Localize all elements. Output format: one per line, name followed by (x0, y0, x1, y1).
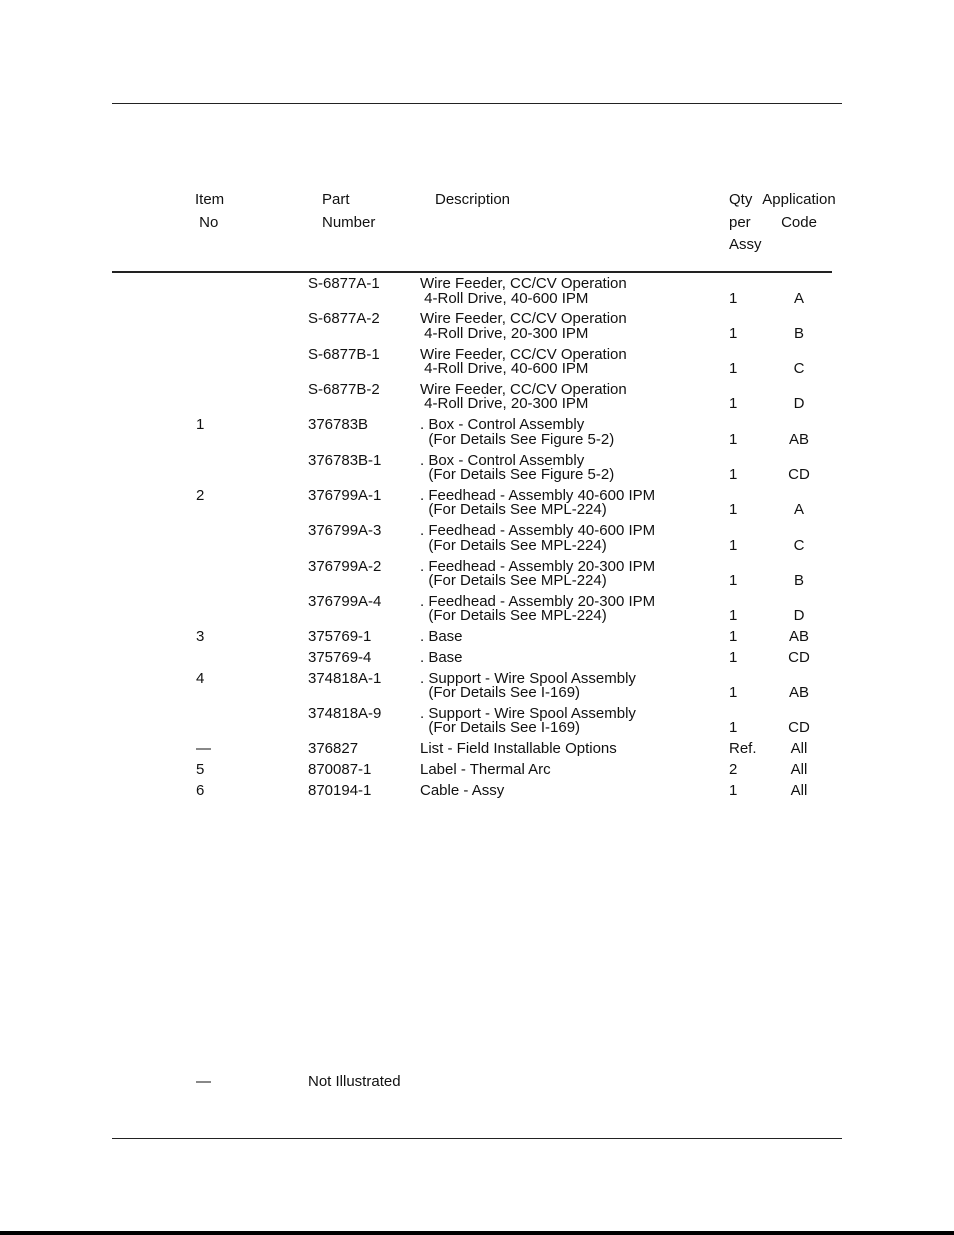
part-number: 375769-1 (308, 628, 372, 646)
description-line: . Feedhead - Assembly 20-300 IPM (420, 592, 656, 610)
footnote-text: Not Illustrated (308, 1073, 401, 1090)
application-code: B (793, 324, 804, 342)
header-item-no: Item No (195, 191, 225, 231)
bottom-rule (112, 1138, 842, 1139)
description-line: . Feedhead - Assembly 20-300 IPM (420, 557, 656, 575)
application-code: CD (788, 466, 810, 484)
application-code: All (790, 740, 808, 758)
part-number: 375769-4 (308, 648, 372, 666)
part-number: 376827 (308, 740, 359, 758)
part-number: 374818A-9 (308, 704, 382, 722)
description-line: (For Details See I-169) (420, 719, 581, 737)
top-rule (112, 103, 842, 104)
description-line: 4-Roll Drive, 20-300 IPM (420, 395, 589, 413)
application-code: B (793, 572, 804, 590)
item-number: 3 (196, 628, 205, 646)
application-code: AB (788, 628, 809, 646)
description-line: List - Field Installable Options (420, 740, 617, 758)
qty-per-assy: 1 (729, 501, 738, 519)
header-description: Description (435, 191, 511, 208)
qty-per-assy: 1 (729, 607, 738, 625)
description-line: . Box - Control Assembly (420, 451, 585, 469)
part-number: 376799A-2 (308, 557, 382, 575)
qty-per-assy: 2 (729, 760, 738, 778)
application-code: D (793, 395, 805, 413)
description-line: (For Details See MPL-224) (420, 607, 607, 625)
description-line: 4-Roll Drive, 40-600 IPM (420, 360, 589, 378)
qty-per-assy: 1 (729, 395, 738, 413)
qty-per-assy: 1 (729, 536, 738, 554)
part-number: 376783B (308, 416, 369, 434)
application-code: D (793, 607, 805, 625)
application-code: AB (788, 430, 809, 448)
description-line: 4-Roll Drive, 20-300 IPM (420, 324, 589, 342)
part-number: 376799A-3 (308, 522, 382, 540)
header-rule (112, 271, 832, 273)
page-edge-bar (0, 1231, 954, 1235)
part-number: S-6877B-1 (308, 345, 380, 363)
part-number: S-6877A-2 (308, 310, 380, 328)
qty-per-assy: 1 (729, 324, 738, 342)
description-line: . Support - Wire Spool Assembly (420, 669, 636, 687)
description-line: (For Details See Figure 5-2) (420, 430, 615, 448)
qty-per-assy: 1 (729, 466, 738, 484)
qty-per-assy: 1 (729, 430, 738, 448)
application-code: A (793, 289, 804, 307)
application-code: AB (788, 684, 809, 702)
part-number: S-6877B-2 (308, 380, 380, 398)
part-number: 376799A-4 (308, 592, 382, 610)
item-number: 2 (196, 486, 205, 504)
qty-per-assy: 1 (729, 648, 738, 666)
header-part-number: Part Number (322, 191, 376, 231)
description-line: (For Details See MPL-224) (420, 501, 607, 519)
qty-per-assy: 1 (729, 572, 738, 590)
part-number: 376799A-1 (308, 486, 382, 504)
description-line: Wire Feeder, CC/CV Operation (420, 380, 627, 398)
footnote-symbol: — (196, 1073, 211, 1090)
description-line: (For Details See MPL-224) (420, 536, 607, 554)
application-code: A (793, 501, 804, 519)
description-line: . Base (420, 628, 463, 646)
application-code: All (790, 781, 808, 799)
description-line: . Feedhead - Assembly 40-600 IPM (420, 486, 656, 504)
description-line: (For Details See MPL-224) (420, 572, 607, 590)
item-number: 5 (196, 760, 205, 778)
part-number: 870194-1 (308, 781, 372, 799)
qty-per-assy: 1 (729, 781, 738, 799)
application-code: C (793, 536, 805, 554)
part-number: 376783B-1 (308, 451, 382, 469)
item-number: 6 (196, 781, 205, 799)
header-application-code: Application Code (762, 191, 836, 231)
description-line: (For Details See Figure 5-2) (420, 466, 615, 484)
description-line: (For Details See I-169) (420, 684, 581, 702)
description-line: . Feedhead - Assembly 40-600 IPM (420, 522, 656, 540)
application-code: CD (788, 648, 810, 666)
description-line: Cable - Assy (420, 781, 505, 799)
qty-per-assy: 1 (729, 719, 738, 737)
description-line: Wire Feeder, CC/CV Operation (420, 345, 627, 363)
application-code: C (793, 360, 805, 378)
qty-per-assy: 1 (729, 684, 738, 702)
description-line: . Support - Wire Spool Assembly (420, 704, 636, 722)
description-line: 4-Roll Drive, 40-600 IPM (420, 289, 589, 307)
description-line: Wire Feeder, CC/CV Operation (420, 310, 627, 328)
item-number: — (196, 740, 211, 758)
part-number: S-6877A-1 (308, 275, 380, 292)
application-code: All (790, 760, 808, 778)
item-number: 1 (196, 416, 205, 434)
qty-per-assy: Ref. (729, 740, 757, 758)
description-line: Label - Thermal Arc (420, 760, 551, 778)
description-line: . Box - Control Assembly (420, 416, 585, 434)
item-number: 4 (196, 669, 205, 687)
application-code: CD (788, 719, 810, 737)
part-number: 870087-1 (308, 760, 372, 778)
header-qty: Qty per Assy (729, 191, 762, 253)
qty-per-assy: 1 (729, 289, 738, 307)
part-number: 374818A-1 (308, 669, 382, 687)
qty-per-assy: 1 (729, 628, 738, 646)
description-line: . Base (420, 648, 463, 666)
qty-per-assy: 1 (729, 360, 738, 378)
description-line: Wire Feeder, CC/CV Operation (420, 275, 627, 292)
